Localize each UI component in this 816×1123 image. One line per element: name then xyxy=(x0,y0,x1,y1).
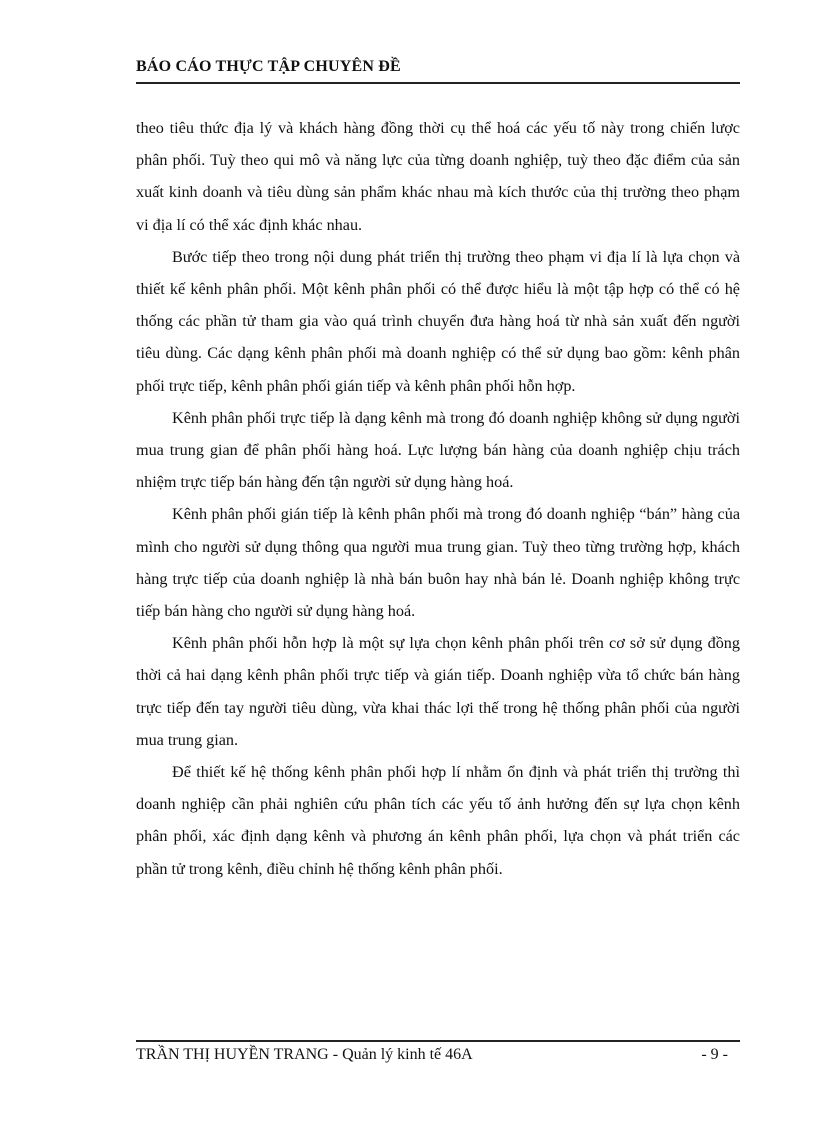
page-header xyxy=(136,56,740,84)
document-body xyxy=(136,112,740,885)
paragraph: Kênh phân phối hỗn hợp là một sự lựa chọn kênh phân phối trên cơ sở sử dụng đồng thời cả hai dạng kênh phân phối trực tiếp và gián tiếp. Doanh nghiệp vừa tổ chức bán hàng trực tiếp đến tay người tiêu dùng, vừa khai thác lợi thế trong hệ thống phân phối của người mua trung gian. xyxy=(136,634,740,749)
paragraph: Kênh phân phối trực tiếp là dạng kênh mà trong đó doanh nghiệp không sử dụng người mua trung gian để phân phối hàng hoá. Lực lượng bán hàng của doanh nghiệp chịu trách nhiệm trực tiếp bán hàng đến tận người sử dụng hàng hoá. xyxy=(136,408,740,492)
report-title: BÁO CÁO THỰC TẬP CHUYÊN ĐỀ xyxy=(136,58,401,75)
paragraph: Để thiết kế hệ thống kênh phân phối hợp lí nhằm ổn định và phát triển thị trường thì doanh nghiệp cần phải nghiên cứu phân tích các yếu tố ảnh hưởng đến sự lựa chọn kênh phân phối, xác định dạng kênh và phương án kênh phân phối, lựa chọn và phát triển các phần tử trong kênh, điều chỉnh hệ thống kênh phân phối. xyxy=(136,763,740,878)
paragraph: Kênh phân phối gián tiếp là kênh phân phối mà trong đó doanh nghiệp “bán” hàng của mình cho người sử dụng thông qua người mua trung gian. Tuỳ theo từng trường hợp, khách hàng trực tiếp của doanh nghiệp là nhà bán buôn hay nhà bán lẻ. Doanh nghiệp không trực tiếp bán hàng cho người sử dụng hàng hoá. xyxy=(136,505,740,621)
paragraph-continuation: theo tiêu thức địa lý và khách hàng đồng thời cụ thể hoá các yếu tố này trong chiến lược phân phối. Tuỳ theo qui mô và năng lực của từng doanh nghiệp, tuỳ theo đặc điểm của sản xuất kinh doanh và tiêu dùng sản phẩm khác nhau mà kích thước của thị trường theo phạm vi địa lí có thể xác định khác nhau. xyxy=(136,119,740,234)
page-footer xyxy=(136,1040,740,1074)
paragraph: Bước tiếp theo trong nội dung phát triển thị trường theo phạm vi địa lí là lựa chọn và thiết kế kênh phân phối. Một kênh phân phối có thể được hiểu là một tập hợp có thể có hệ thống các phần tử tham gia vào quá trình chuyển đưa hàng hoá từ nhà sản xuất đến người tiêu dùng. Các dạng kênh phân phối mà doanh nghiệp có thể sử dụng bao gồm: kênh phân phối trực tiếp, kênh phân phối gián tiếp và kênh phân phối hỗn hợp. xyxy=(136,247,740,395)
page-number: - 9 - xyxy=(701,1046,728,1063)
footer-author: TRẦN THỊ HUYỀN TRANG - Quản lý kinh tế 46A xyxy=(136,1046,473,1063)
